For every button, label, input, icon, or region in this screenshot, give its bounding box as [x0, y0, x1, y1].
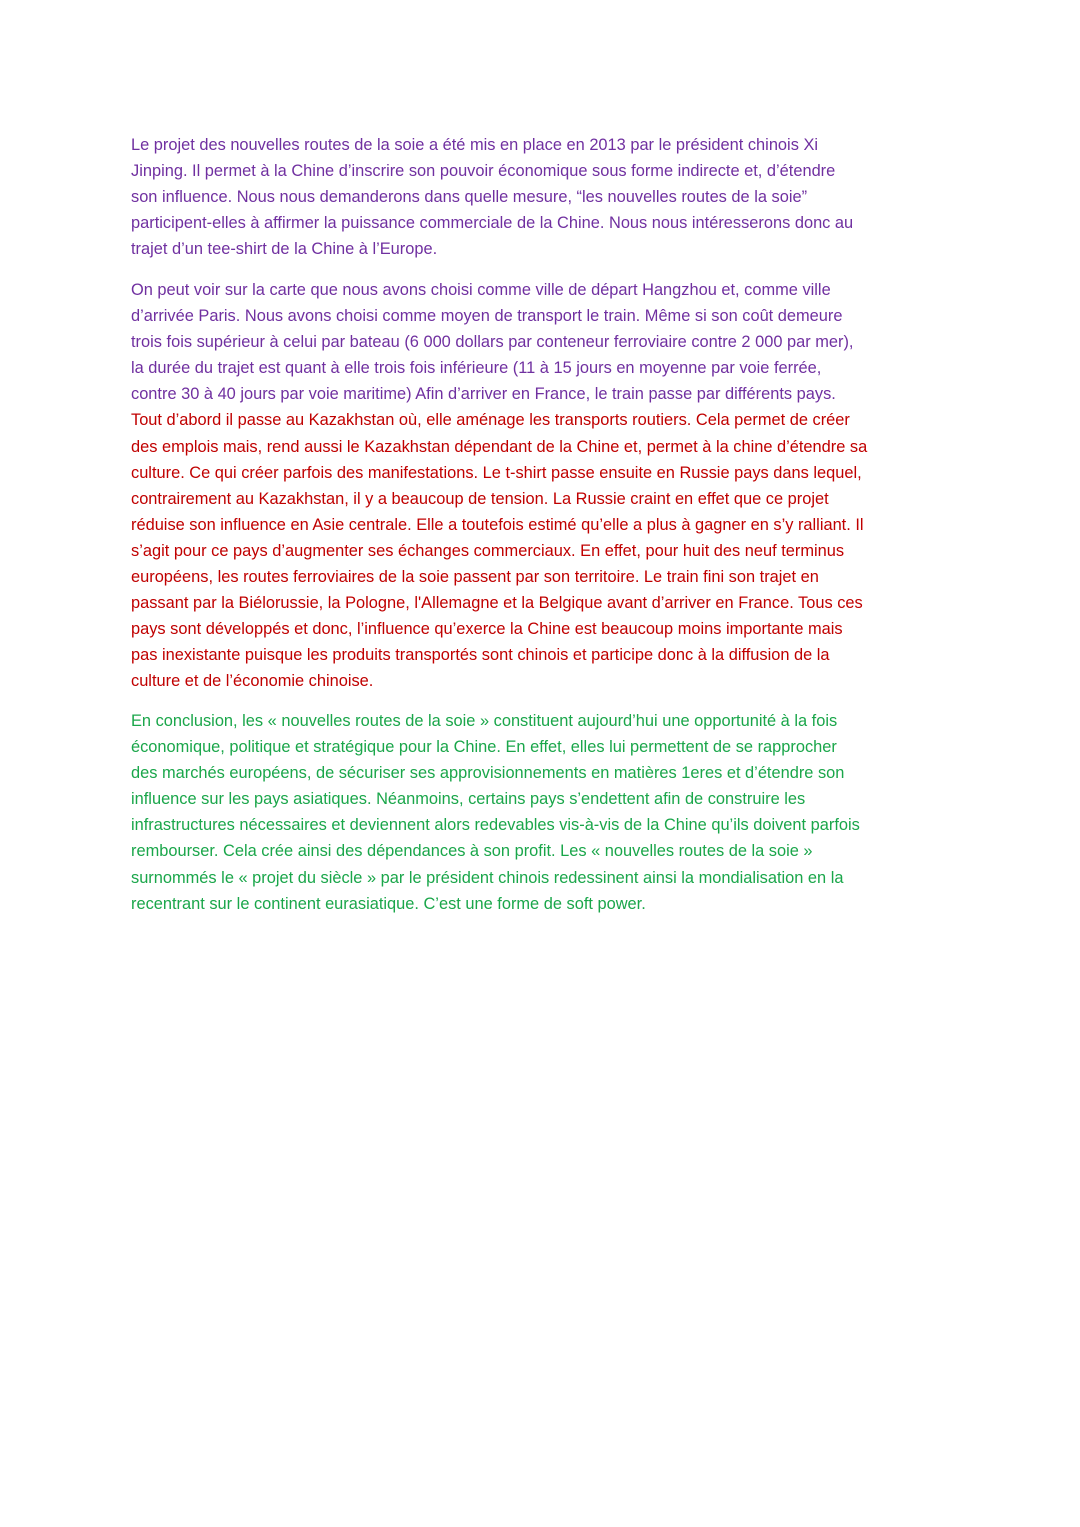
paragraph-line: des marchés européens, de sécuriser ses approvisionnements en matières 1eres et d’étendre son [131, 764, 845, 783]
paragraph-line: Tout d’abord il passe au Kazakhstan où, elle aménage les transports routiers. Cela permet de créer [131, 411, 850, 430]
paragraph-line: des emplois mais, rend aussi le Kazakhstan dépendant de la Chine et, permet à la chine d’étendre sa [131, 437, 868, 456]
paragraph-line: Jinping. Il permet à la Chine d’inscrire son pouvoir économique sous forme indirecte et, d’étendre [131, 162, 836, 181]
paragraph-line: influence sur les pays asiatiques. Néanmoins, certains pays s’endettent afin de construire les [131, 790, 806, 809]
paragraph-line: réduise son influence en Asie centrale. Elle a toutefois estimé qu’elle a plus à gagner en s’y ralliant. Il [131, 515, 864, 534]
conclusion-paragraph [131, 708, 961, 917]
paragraph-line: culture et de l’économie chinoise. [131, 672, 374, 691]
paragraph-line: d’arrivée Paris. Nous avons choisi comme moyen de transport le train. Même si son coût demeure [131, 307, 843, 326]
paragraph-line: pas inexistante puisque les produits transportés sont chinois et participe donc à la diffusion de la [131, 646, 830, 665]
paragraph-line: Le projet des nouvelles routes de la soie a été mis en place en 2013 par le président chinois Xi [131, 136, 819, 154]
paragraph-line: culture. Ce qui créer parfois des manifestations. Le t-shirt passe ensuite en Russie pays dans lequel, [131, 463, 862, 482]
paragraph-line: économique, politique et stratégique pour la Chine. En effet, elles lui permettent de se rapprocher [131, 738, 837, 757]
paragraph-line: trajet d’un tee-shirt de la Chine à l’Europe. [131, 240, 438, 259]
paragraph-line: passant par la Biélorussie, la Pologne, l'Allemagne et la Belgique avant d’arriver en France. Tous ces [131, 594, 863, 613]
paragraph-line: son influence. Nous nous demanderons dans quelle mesure, “les nouvelles routes de la soie” [131, 188, 808, 207]
paragraph-line: la durée du trajet est quant à elle trois fois inférieure (11 à 15 jours en moyenne par voie ferrée, [131, 359, 822, 378]
introduction-paragraph [131, 132, 961, 262]
paragraph-line: rembourser. Cela crée ainsi des dépendances à son profit. Les « nouvelles routes de la soie » [131, 842, 813, 861]
paragraph-line: contrairement au Kazakhstan, il y a beaucoup de tension. La Russie craint en effet que ce projet [131, 489, 829, 508]
paragraph-line: contre 30 à 40 jours par voie maritime) Afin d’arriver en France, le train passe par différents pays. [131, 385, 836, 404]
paragraph-line: surnommés le « projet du siècle » par le président chinois redessinent ainsi la mondialisation en la [131, 868, 844, 887]
paragraph-line: trois fois supérieur à celui par bateau (6 000 dollars par conteneur ferroviaire contre 2 000 par mer), [131, 333, 854, 352]
paragraph-line: s’agit pour ce pays d’augmenter ses échanges commerciaux. En effet, pour huit des neuf terminus [131, 541, 845, 560]
paragraph-line: pays sont développés et donc, l’influence qu’exerce la Chine est beaucoup moins importante mais [131, 620, 843, 639]
development-paragraph [131, 277, 961, 695]
paragraph-line: participent-elles à affirmer la puissance commerciale de la Chine. Nous nous intéresserons donc au [131, 214, 854, 233]
paragraph-line: recentrant sur le continent eurasiatique. C’est une forme de soft power. [131, 894, 646, 913]
paragraph-line: infrastructures nécessaires et deviennent alors redevables vis-à-vis de la Chine qu’ils doivent parfois [131, 816, 860, 835]
paragraph-line: européens, les routes ferroviaires de la soie passent par son territoire. Le train fini son trajet en [131, 568, 819, 587]
paragraph-line: En conclusion, les « nouvelles routes de la soie » constituent aujourd’hui une opportunité à la fois [131, 712, 838, 730]
paragraph-line: On peut voir sur la carte que nous avons choisi comme ville de départ Hangzhou et, comme ville [131, 281, 831, 299]
